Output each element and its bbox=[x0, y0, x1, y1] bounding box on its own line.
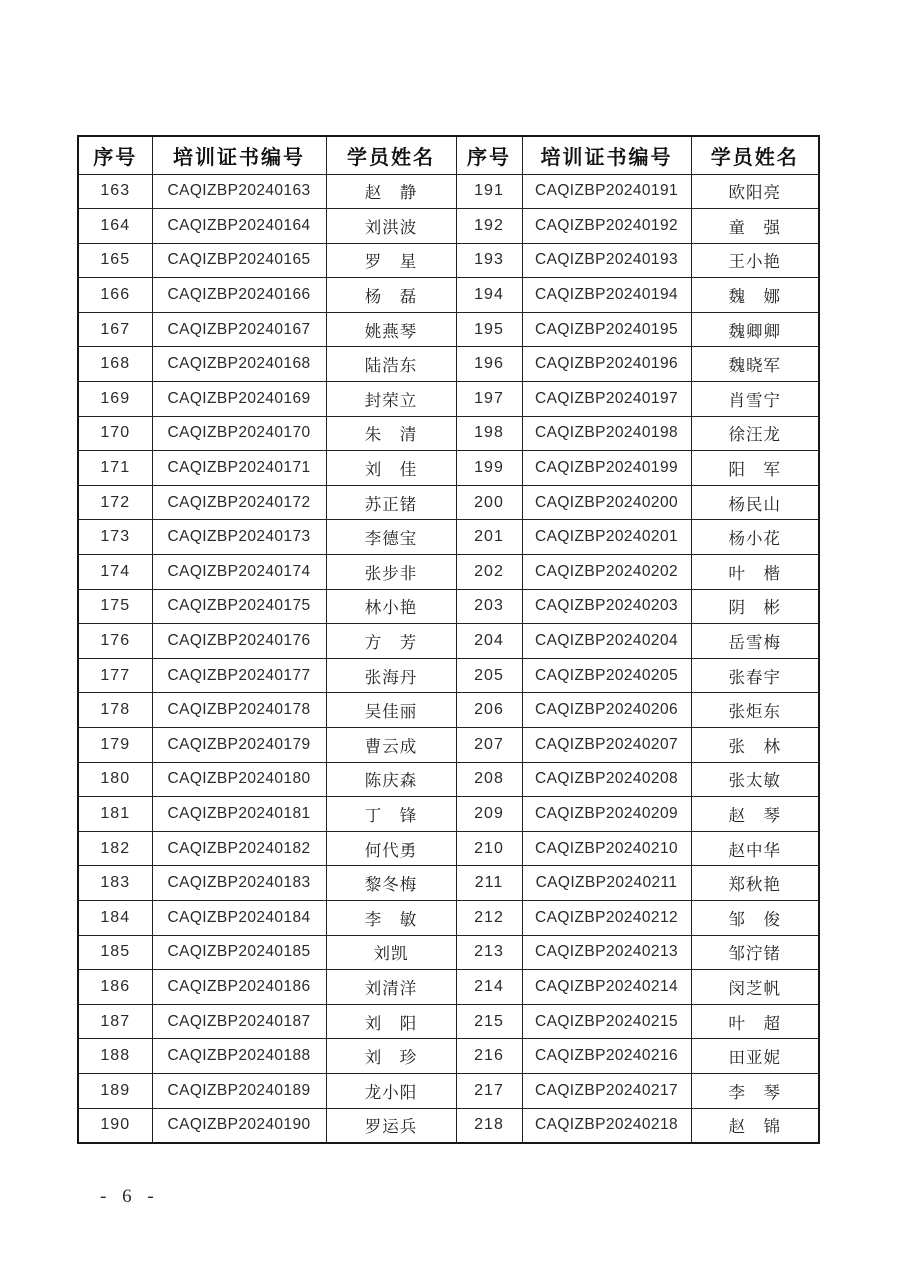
name-cell: 何代勇 bbox=[326, 831, 456, 866]
name-cell: 刘洪波 bbox=[326, 209, 456, 244]
table-row bbox=[78, 416, 819, 451]
table-row bbox=[78, 728, 819, 763]
name-cell: 李 敏 bbox=[326, 900, 456, 935]
certificate-cell: CAQIZBP20240181 bbox=[152, 797, 326, 832]
name-cell: 童 强 bbox=[691, 209, 819, 244]
name-cell: 陆浩东 bbox=[326, 347, 456, 382]
serial-cell: 215 bbox=[456, 1004, 522, 1039]
serial-cell: 165 bbox=[78, 243, 152, 278]
table-row bbox=[78, 520, 819, 555]
name-cell: 姚燕琴 bbox=[326, 312, 456, 347]
name-cell: 陈庆森 bbox=[326, 762, 456, 797]
name-cell: 叶 超 bbox=[691, 1004, 819, 1039]
serial-cell: 209 bbox=[456, 797, 522, 832]
certificate-cell: CAQIZBP20240170 bbox=[152, 416, 326, 451]
certificate-cell: CAQIZBP20240186 bbox=[152, 970, 326, 1005]
table-row bbox=[78, 209, 819, 244]
table-row bbox=[78, 831, 819, 866]
certificate-cell: CAQIZBP20240191 bbox=[522, 174, 691, 209]
serial-cell: 192 bbox=[456, 209, 522, 244]
name-cell: 杨民山 bbox=[691, 485, 819, 520]
roster-table bbox=[77, 135, 820, 1144]
certificate-cell: CAQIZBP20240189 bbox=[152, 1073, 326, 1108]
certificate-cell: CAQIZBP20240200 bbox=[522, 485, 691, 520]
serial-cell: 174 bbox=[78, 555, 152, 590]
serial-cell: 204 bbox=[456, 624, 522, 659]
certificate-cell: CAQIZBP20240205 bbox=[522, 658, 691, 693]
table-row bbox=[78, 555, 819, 590]
certificate-cell: CAQIZBP20240194 bbox=[522, 278, 691, 313]
serial-cell: 171 bbox=[78, 451, 152, 486]
table-row bbox=[78, 278, 819, 313]
name-cell: 赵中华 bbox=[691, 831, 819, 866]
certificate-cell: CAQIZBP20240203 bbox=[522, 589, 691, 624]
name-cell: 魏卿卿 bbox=[691, 312, 819, 347]
serial-cell: 187 bbox=[78, 1004, 152, 1039]
serial-cell: 180 bbox=[78, 762, 152, 797]
certificate-cell: CAQIZBP20240169 bbox=[152, 382, 326, 417]
serial-cell: 196 bbox=[456, 347, 522, 382]
roster-table-container bbox=[77, 135, 818, 1144]
table-row bbox=[78, 970, 819, 1005]
certificate-cell: CAQIZBP20240165 bbox=[152, 243, 326, 278]
serial-cell: 172 bbox=[78, 485, 152, 520]
certificate-cell: CAQIZBP20240190 bbox=[152, 1108, 326, 1143]
certificate-cell: CAQIZBP20240175 bbox=[152, 589, 326, 624]
table-row bbox=[78, 347, 819, 382]
serial-cell: 200 bbox=[456, 485, 522, 520]
column-header-1: 培训证书编号 bbox=[152, 136, 326, 174]
serial-cell: 185 bbox=[78, 935, 152, 970]
name-cell: 李德宝 bbox=[326, 520, 456, 555]
name-cell: 杨小花 bbox=[691, 520, 819, 555]
serial-cell: 210 bbox=[456, 831, 522, 866]
certificate-cell: CAQIZBP20240208 bbox=[522, 762, 691, 797]
certificate-cell: CAQIZBP20240168 bbox=[152, 347, 326, 382]
certificate-cell: CAQIZBP20240213 bbox=[522, 935, 691, 970]
column-header-5: 学员姓名 bbox=[691, 136, 819, 174]
serial-cell: 166 bbox=[78, 278, 152, 313]
name-cell: 阳 军 bbox=[691, 451, 819, 486]
header-row bbox=[78, 136, 819, 174]
certificate-cell: CAQIZBP20240188 bbox=[152, 1039, 326, 1074]
name-cell: 赵 锦 bbox=[691, 1108, 819, 1143]
serial-cell: 207 bbox=[456, 728, 522, 763]
certificate-cell: CAQIZBP20240195 bbox=[522, 312, 691, 347]
certificate-cell: CAQIZBP20240163 bbox=[152, 174, 326, 209]
serial-cell: 182 bbox=[78, 831, 152, 866]
serial-cell: 211 bbox=[456, 866, 522, 901]
table-row bbox=[78, 382, 819, 417]
name-cell: 王小艳 bbox=[691, 243, 819, 278]
certificate-cell: CAQIZBP20240204 bbox=[522, 624, 691, 659]
certificate-cell: CAQIZBP20240210 bbox=[522, 831, 691, 866]
table-row bbox=[78, 797, 819, 832]
certificate-cell: CAQIZBP20240202 bbox=[522, 555, 691, 590]
table-row bbox=[78, 693, 819, 728]
table-row bbox=[78, 174, 819, 209]
serial-cell: 218 bbox=[456, 1108, 522, 1143]
name-cell: 刘 珍 bbox=[326, 1039, 456, 1074]
name-cell: 方 芳 bbox=[326, 624, 456, 659]
name-cell: 叶 楷 bbox=[691, 555, 819, 590]
name-cell: 张炬东 bbox=[691, 693, 819, 728]
column-header-4: 培训证书编号 bbox=[522, 136, 691, 174]
name-cell: 张 林 bbox=[691, 728, 819, 763]
column-header-3: 序号 bbox=[456, 136, 522, 174]
serial-cell: 168 bbox=[78, 347, 152, 382]
table-row bbox=[78, 243, 819, 278]
serial-cell: 216 bbox=[456, 1039, 522, 1074]
certificate-cell: CAQIZBP20240206 bbox=[522, 693, 691, 728]
name-cell: 田亚妮 bbox=[691, 1039, 819, 1074]
certificate-cell: CAQIZBP20240196 bbox=[522, 347, 691, 382]
page-number: - 6 - bbox=[100, 1186, 155, 1207]
certificate-cell: CAQIZBP20240193 bbox=[522, 243, 691, 278]
table-row bbox=[78, 1108, 819, 1143]
table-row bbox=[78, 1039, 819, 1074]
name-cell: 肖雪宁 bbox=[691, 382, 819, 417]
name-cell: 龙小阳 bbox=[326, 1073, 456, 1108]
certificate-cell: CAQIZBP20240217 bbox=[522, 1073, 691, 1108]
name-cell: 曹云成 bbox=[326, 728, 456, 763]
certificate-cell: CAQIZBP20240211 bbox=[522, 866, 691, 901]
table-row bbox=[78, 451, 819, 486]
serial-cell: 176 bbox=[78, 624, 152, 659]
certificate-cell: CAQIZBP20240167 bbox=[152, 312, 326, 347]
column-header-2: 学员姓名 bbox=[326, 136, 456, 174]
serial-cell: 201 bbox=[456, 520, 522, 555]
serial-cell: 212 bbox=[456, 900, 522, 935]
serial-cell: 195 bbox=[456, 312, 522, 347]
name-cell: 苏正锗 bbox=[326, 485, 456, 520]
table-row bbox=[78, 1073, 819, 1108]
table-row bbox=[78, 762, 819, 797]
name-cell: 封荣立 bbox=[326, 382, 456, 417]
certificate-cell: CAQIZBP20240177 bbox=[152, 658, 326, 693]
name-cell: 阴 彬 bbox=[691, 589, 819, 624]
name-cell: 赵 琴 bbox=[691, 797, 819, 832]
name-cell: 刘 佳 bbox=[326, 451, 456, 486]
serial-cell: 198 bbox=[456, 416, 522, 451]
serial-cell: 214 bbox=[456, 970, 522, 1005]
table-row bbox=[78, 485, 819, 520]
certificate-cell: CAQIZBP20240192 bbox=[522, 209, 691, 244]
table-row bbox=[78, 658, 819, 693]
name-cell: 黎冬梅 bbox=[326, 866, 456, 901]
certificate-cell: CAQIZBP20240183 bbox=[152, 866, 326, 901]
certificate-cell: CAQIZBP20240199 bbox=[522, 451, 691, 486]
serial-cell: 193 bbox=[456, 243, 522, 278]
name-cell: 罗运兵 bbox=[326, 1108, 456, 1143]
table-row bbox=[78, 900, 819, 935]
certificate-cell: CAQIZBP20240216 bbox=[522, 1039, 691, 1074]
certificate-cell: CAQIZBP20240180 bbox=[152, 762, 326, 797]
serial-cell: 184 bbox=[78, 900, 152, 935]
certificate-cell: CAQIZBP20240201 bbox=[522, 520, 691, 555]
name-cell: 刘 阳 bbox=[326, 1004, 456, 1039]
certificate-cell: CAQIZBP20240178 bbox=[152, 693, 326, 728]
serial-cell: 173 bbox=[78, 520, 152, 555]
certificate-cell: CAQIZBP20240176 bbox=[152, 624, 326, 659]
name-cell: 魏 娜 bbox=[691, 278, 819, 313]
name-cell: 张春宇 bbox=[691, 658, 819, 693]
table-row bbox=[78, 935, 819, 970]
serial-cell: 190 bbox=[78, 1108, 152, 1143]
name-cell: 魏晓军 bbox=[691, 347, 819, 382]
certificate-cell: CAQIZBP20240197 bbox=[522, 382, 691, 417]
serial-cell: 177 bbox=[78, 658, 152, 693]
table-row bbox=[78, 589, 819, 624]
name-cell: 吴佳丽 bbox=[326, 693, 456, 728]
name-cell: 丁 锋 bbox=[326, 797, 456, 832]
serial-cell: 191 bbox=[456, 174, 522, 209]
certificate-cell: CAQIZBP20240166 bbox=[152, 278, 326, 313]
certificate-cell: CAQIZBP20240215 bbox=[522, 1004, 691, 1039]
column-header-0: 序号 bbox=[78, 136, 152, 174]
name-cell: 李 琴 bbox=[691, 1073, 819, 1108]
serial-cell: 205 bbox=[456, 658, 522, 693]
name-cell: 张海丹 bbox=[326, 658, 456, 693]
serial-cell: 203 bbox=[456, 589, 522, 624]
serial-cell: 202 bbox=[456, 555, 522, 590]
name-cell: 朱 清 bbox=[326, 416, 456, 451]
name-cell: 闵芝帆 bbox=[691, 970, 819, 1005]
serial-cell: 213 bbox=[456, 935, 522, 970]
certificate-cell: CAQIZBP20240164 bbox=[152, 209, 326, 244]
certificate-cell: CAQIZBP20240198 bbox=[522, 416, 691, 451]
serial-cell: 164 bbox=[78, 209, 152, 244]
table-row bbox=[78, 624, 819, 659]
certificate-cell: CAQIZBP20240187 bbox=[152, 1004, 326, 1039]
serial-cell: 169 bbox=[78, 382, 152, 417]
certificate-cell: CAQIZBP20240172 bbox=[152, 485, 326, 520]
serial-cell: 189 bbox=[78, 1073, 152, 1108]
certificate-cell: CAQIZBP20240207 bbox=[522, 728, 691, 763]
serial-cell: 208 bbox=[456, 762, 522, 797]
name-cell: 张太敏 bbox=[691, 762, 819, 797]
name-cell: 郑秋艳 bbox=[691, 866, 819, 901]
serial-cell: 199 bbox=[456, 451, 522, 486]
serial-cell: 170 bbox=[78, 416, 152, 451]
serial-cell: 163 bbox=[78, 174, 152, 209]
serial-cell: 217 bbox=[456, 1073, 522, 1108]
name-cell: 刘清洋 bbox=[326, 970, 456, 1005]
serial-cell: 197 bbox=[456, 382, 522, 417]
name-cell: 欧阳亮 bbox=[691, 174, 819, 209]
certificate-cell: CAQIZBP20240184 bbox=[152, 900, 326, 935]
certificate-cell: CAQIZBP20240182 bbox=[152, 831, 326, 866]
serial-cell: 183 bbox=[78, 866, 152, 901]
serial-cell: 175 bbox=[78, 589, 152, 624]
serial-cell: 179 bbox=[78, 728, 152, 763]
certificate-cell: CAQIZBP20240171 bbox=[152, 451, 326, 486]
name-cell: 罗 星 bbox=[326, 243, 456, 278]
serial-cell: 206 bbox=[456, 693, 522, 728]
name-cell: 徐汪龙 bbox=[691, 416, 819, 451]
certificate-cell: CAQIZBP20240174 bbox=[152, 555, 326, 590]
table-row bbox=[78, 312, 819, 347]
serial-cell: 181 bbox=[78, 797, 152, 832]
certificate-cell: CAQIZBP20240185 bbox=[152, 935, 326, 970]
certificate-cell: CAQIZBP20240214 bbox=[522, 970, 691, 1005]
name-cell: 邹泞锗 bbox=[691, 935, 819, 970]
name-cell: 张步非 bbox=[326, 555, 456, 590]
certificate-cell: CAQIZBP20240173 bbox=[152, 520, 326, 555]
name-cell: 邹 俊 bbox=[691, 900, 819, 935]
serial-cell: 167 bbox=[78, 312, 152, 347]
certificate-cell: CAQIZBP20240209 bbox=[522, 797, 691, 832]
table-row bbox=[78, 1004, 819, 1039]
name-cell: 林小艳 bbox=[326, 589, 456, 624]
certificate-cell: CAQIZBP20240212 bbox=[522, 900, 691, 935]
certificate-cell: CAQIZBP20240179 bbox=[152, 728, 326, 763]
serial-cell: 188 bbox=[78, 1039, 152, 1074]
serial-cell: 178 bbox=[78, 693, 152, 728]
name-cell: 岳雪梅 bbox=[691, 624, 819, 659]
certificate-cell: CAQIZBP20240218 bbox=[522, 1108, 691, 1143]
table-row bbox=[78, 866, 819, 901]
name-cell: 赵 静 bbox=[326, 174, 456, 209]
serial-cell: 186 bbox=[78, 970, 152, 1005]
name-cell: 杨 磊 bbox=[326, 278, 456, 313]
name-cell: 刘凯 bbox=[326, 935, 456, 970]
serial-cell: 194 bbox=[456, 278, 522, 313]
